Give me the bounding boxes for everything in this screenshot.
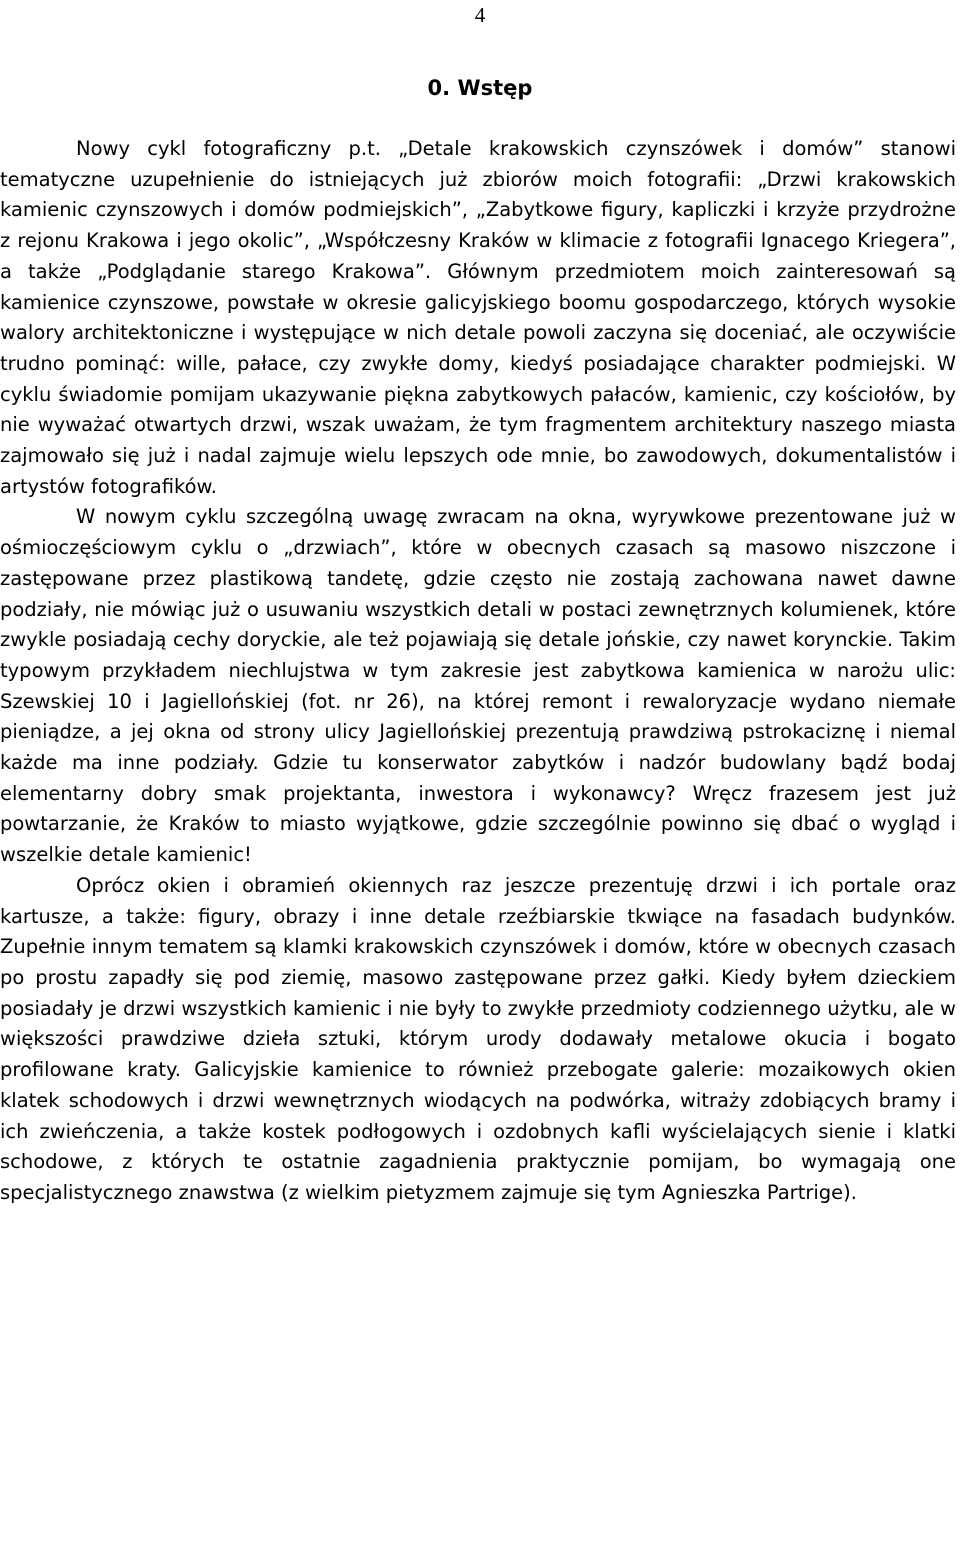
paragraph-3: Oprócz okien i obramień okiennych raz jeszcze prezentuję drzwi i ich portale oraz kartusze, a także: figury, obrazy i inne detale rzeźbiarskie tkwiące na fasadach budynków. Zupełnie innym tematem są klamki krakowskich czynszówek i domów, które w obecnych czasach po prostu zapadły się pod ziemię, masowo zastępowane przez gałki. Kiedy byłem dzieckiem posiadały je drzwi wszystkich kamienic i nie były to zwykłe przedmioty codziennego użytku, ale w większości prawdziwe dzieła sztuki, którym urody dodawały metalowe okucia i bogato profilowane kraty. Galicyjskie kamienice to również przebogate galerie: mozaikowych okien klatek schodowych i drzwi wewnętrznych wiodących na podwórka, witraży zdobiących bramy i ich zwieńczenia, a także kostek podłogowych i ozdobnych kafli wyścielających sienie i klatki schodowe, z których te ostatnie zagadnienia praktycznie pomijam, bo wymagają one specjalistycznego znawstwa (z wielkim pietyzmem zajmuje się tym Agnieszka Partrige). [0,873,956,1204]
page-number: 4 [474,3,486,27]
section-heading: 0. Wstęp [427,76,533,100]
body-text [0,134,956,1209]
paragraph-2: W nowym cyklu szczególną uwagę zwracam na okna, wyrywkowe prezentowane już w ośmioczęściowym cyklu o „drzwiach”, które w obecnych czasach są masowo niszczone i zastępowane przez plastikową tandetę, gdzie często nie zostają zachowana nawet dawne podziały, nie mówiąc już o usuwaniu wszystkich detali w postaci zewnętrznych kolumienek, które zwykle posiadają cechy doryckie, ale też pojawiają się detale jońskie, czy nawet korynckie. Takim typowym przykładem niechlujstwa w tym zakresie jest zabytkowa kamienica w narożu ulic: Szewskiej 10 i Jagiellońskiej (fot. nr 26), na której remont i rewaloryzacje wydano niemałe pieniądze, a jej okna od strony ulicy Jagiellońskiej prezentują prawdziwą pstrokaciznę i niemal każde ma inne podziały. Gdzie tu konserwator zabytków i nadzór budowlany bądź bodaj elementarny dobry smak projektanta, inwestora i wykonawcy? Wręcz frazesem jest już powtarzanie, że Kraków to miasto wyjątkowe, gdzie szczególnie powinno się dbać o wygląd i wszelkie detale kamienic! [0,505,956,867]
paragraph-1: Nowy cykl fotograficzny p.t. „Detale krakowskich czynszówek i domów” stanowi tematyczne uzupełnienie do istniejących już zbiorów moich fotografii: „Drzwi krakowskich kamienic czynszowych i domów podmiejskich”, „Zabytkowe figury, kapliczki i krzyże przydrożne z rejonu Krakowa i jego okolic”, „Współczesny Kraków w klimacie z fotografii Ignacego Kriegera”, a także „Podglądanie starego Krakowa”. Głównym przedmiotem moich zainteresowań są kamienice czynszowe, powstałe w okresie galicyjskiego boomu gospodarczego, których wysokie walory architektoniczne i występujące w nich detale powoli zaczyna się doceniać, ale oczywiście trudno pominąć: wille, pałace, czy zwykłe domy, kiedyś posiadające charakter podmiejski. W cyklu świadomie pomijam ukazywanie piękna zabytkowych pałaców, kamienic, czy kościołów, by nie wyważać otwartych drzwi, wszak uważam, że tym fragmentem architektury naszego miasta zajmowało się już i nadal zajmuje wielu lepszych ode mnie, bo zawodowych, dokumentalistów i artystów fotografików. [0,137,956,498]
